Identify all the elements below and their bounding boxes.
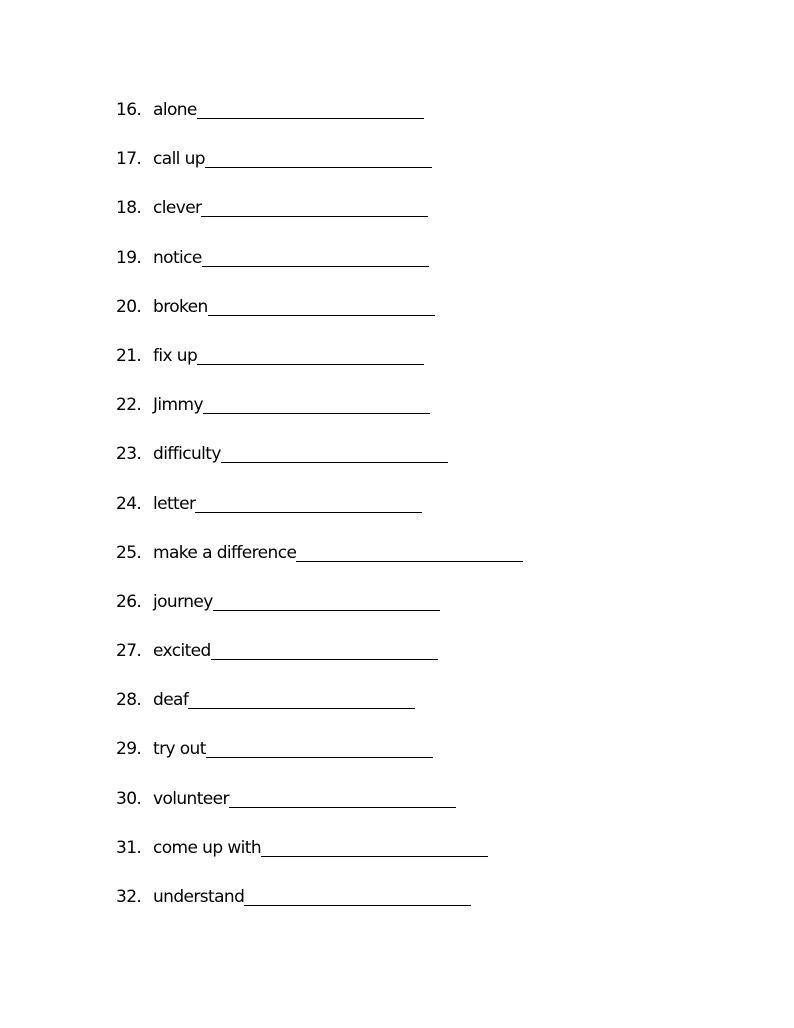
- item-number: 29.: [116, 739, 142, 760]
- item-number: 19.: [116, 247, 142, 268]
- item-number: 32.: [116, 887, 142, 907]
- item-number: 24.: [116, 493, 142, 514]
- answer-blank[interactable]: [197, 342, 424, 365]
- worksheet-item: [116, 834, 716, 883]
- worksheet-item: [116, 96, 716, 145]
- worksheet-item: [116, 244, 716, 293]
- item-word: journey: [153, 591, 213, 612]
- answer-blank[interactable]: [202, 244, 429, 267]
- worksheet-item: [116, 785, 716, 834]
- answer-blank[interactable]: [221, 440, 448, 463]
- worksheet-item: [116, 293, 716, 342]
- item-number: 31.: [116, 837, 142, 858]
- worksheet-item: [116, 194, 716, 243]
- item-word: call up: [153, 149, 205, 170]
- item-number: 22.: [116, 395, 142, 416]
- item-number: 28.: [116, 690, 142, 711]
- answer-blank[interactable]: [201, 194, 428, 217]
- worksheet-item: [116, 735, 716, 784]
- item-number: 30.: [116, 788, 142, 809]
- answer-blank[interactable]: [206, 735, 433, 758]
- answer-blank[interactable]: [229, 785, 456, 808]
- answer-blank[interactable]: [244, 883, 471, 906]
- answer-blank[interactable]: [208, 293, 435, 316]
- worksheet-item: [116, 883, 716, 932]
- item-word: excited: [153, 641, 211, 662]
- worksheet-item: [116, 145, 716, 194]
- worksheet-item: [116, 686, 716, 735]
- answer-blank[interactable]: [296, 539, 523, 562]
- item-number: 20.: [116, 296, 142, 317]
- worksheet-item: [116, 391, 716, 440]
- item-word: deaf: [153, 690, 189, 711]
- item-word: understand: [153, 887, 245, 907]
- item-word: difficulty: [153, 444, 221, 465]
- item-number: 21.: [116, 345, 142, 366]
- worksheet-item: [116, 342, 716, 391]
- item-number: 17.: [116, 149, 142, 170]
- answer-blank[interactable]: [261, 834, 488, 857]
- item-word: volunteer: [153, 788, 229, 809]
- item-word: Jimmy: [153, 395, 203, 416]
- item-number: 26.: [116, 591, 142, 612]
- item-word: come up with: [153, 837, 262, 858]
- item-number: 23.: [116, 444, 142, 465]
- item-word: make a difference: [153, 542, 297, 563]
- item-word: letter: [153, 493, 196, 514]
- worksheet-item: [116, 440, 716, 489]
- item-word: fix up: [153, 345, 198, 366]
- answer-blank[interactable]: [197, 96, 424, 119]
- answer-blank[interactable]: [211, 637, 438, 660]
- answer-blank[interactable]: [195, 490, 422, 513]
- answer-blank[interactable]: [205, 145, 432, 168]
- answer-blank[interactable]: [213, 588, 440, 611]
- answer-blank[interactable]: [203, 391, 430, 414]
- worksheet-item: [116, 539, 716, 588]
- item-number: 25.: [116, 542, 142, 563]
- item-word: notice: [153, 247, 202, 268]
- answer-blank[interactable]: [188, 686, 415, 709]
- vocabulary-worksheet: [116, 96, 716, 932]
- worksheet-item: [116, 588, 716, 637]
- item-word: clever: [153, 198, 202, 219]
- item-number: 27.: [116, 641, 142, 662]
- item-word: try out: [153, 739, 206, 760]
- item-word: alone: [153, 100, 197, 120]
- item-word: broken: [153, 296, 208, 317]
- item-number: 18.: [116, 198, 142, 219]
- worksheet-item: [116, 490, 716, 539]
- worksheet-item: [116, 637, 716, 686]
- item-number: 16.: [116, 100, 142, 120]
